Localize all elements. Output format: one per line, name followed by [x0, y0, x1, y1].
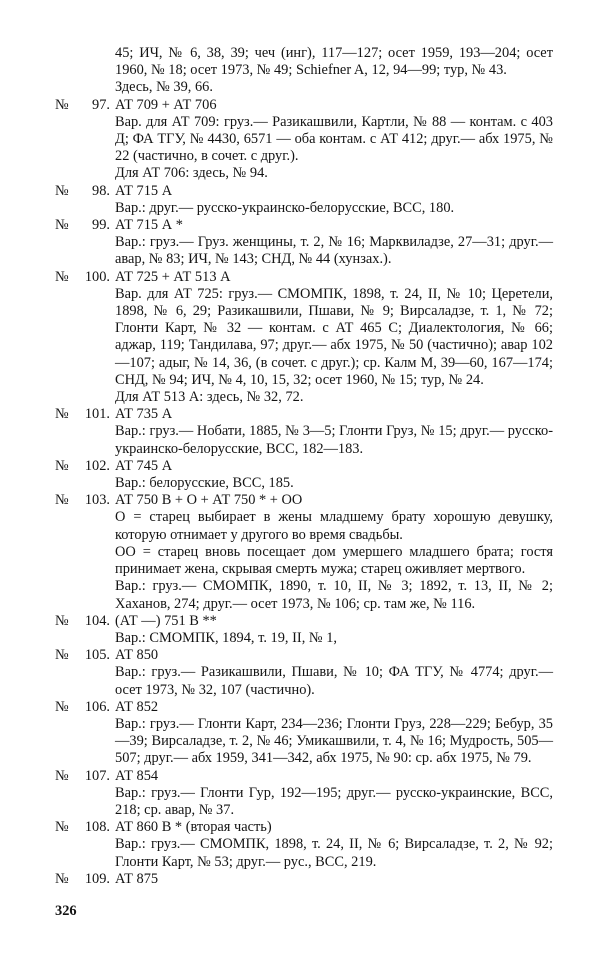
entry-heading: АТ 860 В * (вторая часть): [115, 819, 272, 836]
entry-text: Вар.: груз.— СМОМПК, 1890, т. 10, II, № 3; 1892, т. 13, II, № 2; Хаханов, 274; друг.— осет 1973, № 106; ср. там же, № 116.: [115, 578, 553, 612]
entry-number: [55, 871, 110, 888]
entry-text: Для АТ 513 А: здесь, № 32, 72.: [115, 389, 304, 406]
entry-105: [55, 647, 553, 699]
entry-number: [55, 699, 110, 716]
entry-heading: АТ 735 А: [115, 406, 173, 423]
continuation-block: [55, 45, 553, 97]
entry-97: [55, 97, 553, 183]
entry-heading: АТ 850: [115, 647, 159, 664]
entry-number-value: 97.: [92, 96, 110, 113]
number-sign: №: [55, 698, 69, 715]
entry-103: [55, 492, 553, 612]
entry-heading: АТ 854: [115, 767, 159, 784]
entry-number: [55, 97, 110, 114]
number-sign: №: [55, 819, 69, 836]
entry-text: Вар.: груз.— Глонти Карт, 234—236; Глонти Груз, 228—229; Бебур, 35—39; Вирсаладзе, т. 2, № 46; Умикашвили, т. 4, № 16; Мудрость, 505—507; друг.— абх 1959, 341—342, абх 1975, № 90: ср. абх 1975, № 79.: [115, 715, 553, 767]
entry-number-value: 109.: [84, 870, 110, 887]
number-sign: №: [55, 268, 69, 285]
entry-text: О = старец выбирает в жены младшему брату хорошую девушку, которую отнимает у другого во время свадьбы.: [115, 509, 553, 543]
entry-heading: АТ 715 А: [115, 182, 173, 199]
entry-heading: АТ 725 + АТ 513 А: [115, 268, 231, 285]
entry-text: ОО = старец вновь посещает дом умершего младшего брата; гостя принимает жена, скрывая смерть мужа; старец оживляет мертвого.: [115, 543, 553, 578]
entry-text: Вар. для АТ 725: груз.— СМОМПК, 1898, т. 24, II, № 10; Церетели, 1898, № 6, 29; Разикашвили, Пшави, № 9; Вирсаладзе, т. 1, № 72; Глонти Карт, № 32 — контам. с АТ 465 С; Диалектология, № 66; аджар, 119; Тандилава, 97; друг.— абх 1975, № 50 (частично); авар 102—107; адыг, № 14, 36, (в сочет. с друг.); ср. Калм М, 39—60, 167—174; СНД, № 94; ИЧ, № 4, 10, 15, 32; осет 1960, № 15; тур, № 24.: [115, 285, 553, 388]
entry-number-value: 104.: [84, 612, 110, 629]
entry-text: Вар.: груз.— Груз. женщины, т. 2, № 16; Марквиладзе, 27—31; друг.— авар, № 83; ИЧ, № 143; СНД, № 44 (хунзах.).: [115, 234, 553, 268]
entry-text: Вар.: белорусские, ВСС, 185.: [115, 475, 294, 492]
entry-text: Вар.: груз.— Глонти Гур, 192—195; друг.— русско-украинские, ВСС, 218; ср. авар, № 37.: [115, 784, 553, 818]
entry-heading: АТ 875: [115, 870, 159, 887]
entry-heading: АТ 709 + АТ 706: [115, 96, 217, 113]
number-sign: №: [55, 767, 69, 784]
entry-number: [55, 183, 110, 200]
entry-108: [55, 819, 553, 871]
number-sign: №: [55, 457, 69, 474]
entry-number-value: 99.: [92, 217, 110, 234]
entry-text: Для АТ 706: здесь, № 94.: [115, 165, 268, 182]
number-sign: №: [55, 217, 69, 234]
entry-100: [55, 269, 553, 407]
entry-number: [55, 458, 110, 475]
entry-number-value: 101.: [84, 406, 110, 423]
entry-number: [55, 613, 110, 630]
entry-heading: АТ 852: [115, 698, 159, 715]
entry-98: [55, 183, 553, 217]
entry-number-value: 102.: [84, 457, 110, 474]
number-sign: №: [55, 406, 69, 423]
entry-number: [55, 647, 110, 664]
entry-text: Вар.: груз.— СМОМПК, 1898, т. 24, II, № 6; Вирсаладзе, т. 2, № 92; Глонти Карт, № 53; друг.— рус., ВСС, 219.: [115, 836, 553, 870]
entry-102: [55, 458, 553, 492]
entry-number-value: 98.: [92, 182, 110, 199]
number-sign: №: [55, 647, 69, 664]
entry-number: [55, 217, 110, 234]
entry-number-value: 107.: [84, 767, 110, 784]
entry-text: Вар.: друг.— русско-украинско-белорусские, ВСС, 180.: [115, 199, 455, 216]
entry-number: [55, 768, 110, 785]
entry-99: [55, 217, 553, 269]
entry-number-value: 103.: [84, 492, 110, 509]
entry-heading: АТ 745 А: [115, 457, 173, 474]
entry-number-value: 100.: [84, 268, 110, 285]
entry-heading: АТ 750 В + О + АТ 750 * + ОО: [115, 492, 303, 509]
entry-106: [55, 699, 553, 768]
entry-text: Вар. для АТ 709: груз.— Разикашвили, Картли, № 88 — контам. с 403 Д; ФА ТГУ, № 4430, 6571 — оба контам. с АТ 412; друг.— абх 1975, № 22 (частично, в сочет. с друг.).: [115, 113, 553, 165]
continuation-line: 45; ИЧ, № 6, 38, 39; чеч (инг), 117—127; осет 1959, 193—204; осет 1960, № 18; осет 1973, № 49; Schiefner A, 12, 94—99; тур, № 43.: [115, 45, 553, 79]
entry-number: [55, 819, 110, 836]
entry-number-value: 105.: [84, 647, 110, 664]
entry-104: [55, 613, 553, 647]
entry-text: Вар.: груз.— Нобати, 1885, № 3—5; Глонти Груз, № 15; друг.— русско-украинско-белорусские, ВСС, 182—183.: [115, 423, 553, 457]
entry-109: [55, 871, 553, 888]
page-body: [55, 45, 553, 888]
entry-list: [55, 97, 553, 888]
page-number: 326: [55, 903, 77, 919]
entry-heading: АТ 715 А *: [115, 217, 183, 234]
entry-107: [55, 768, 553, 820]
entry-number: [55, 492, 110, 509]
number-sign: №: [55, 96, 69, 113]
entry-101: [55, 406, 553, 458]
entry-number-value: 106.: [84, 698, 110, 715]
entry-text: Вар.: груз.— Разикашвили, Пшави, № 10; ФА ТГУ, № 4774; друг.— осет 1973, № 32, 107 (частично).: [115, 664, 553, 698]
number-sign: №: [55, 870, 69, 887]
entry-number-value: 108.: [84, 819, 110, 836]
continuation-line: Здесь, № 39, 66.: [115, 79, 213, 96]
number-sign: №: [55, 492, 69, 509]
number-sign: №: [55, 612, 69, 629]
entry-number: [55, 406, 110, 423]
entry-heading: (АТ —) 751 В **: [115, 612, 217, 629]
entry-number: [55, 269, 110, 286]
entry-text: Вар.: СМОМПК, 1894, т. 19, II, № 1,: [115, 629, 338, 646]
number-sign: №: [55, 182, 69, 199]
